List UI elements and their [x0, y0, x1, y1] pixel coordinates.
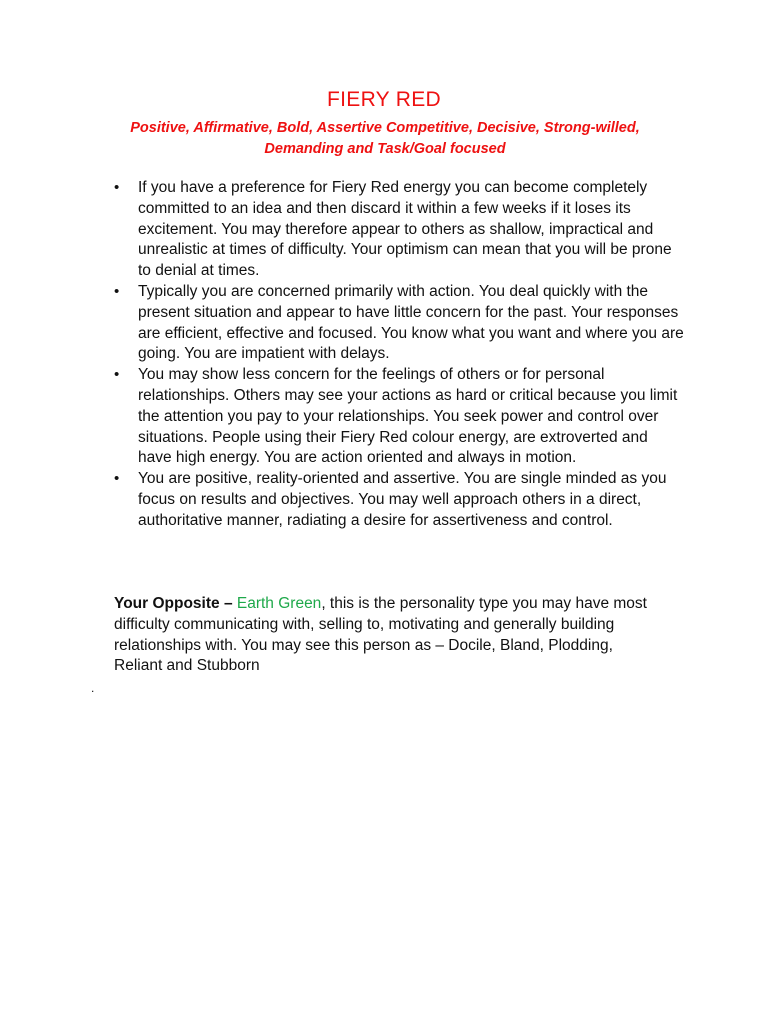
opposite-text: , this is the personality type you may have most difficulty communicating with, selling to, motivating and generally building relationships with. You may see this person as – Docile, Bland, Plodding, Reliant and Stubborn [114, 595, 647, 675]
bullet-item [114, 178, 684, 282]
bullet-icon: • [114, 366, 120, 384]
bullet-text: If you have a preference for Fiery Red energy you can become completely committed to an idea and then discard it within a few weeks if it loses its excitement. You may therefore appear to others as shallow, impractical and unrealistic at times of difficulty. Your optimism can mean that you will be prone to denial at times. [138, 179, 672, 280]
bullet-text: You are positive, reality-oriented and assertive. You are single minded as you focus on results and objectives. You may well approach others in a direct, authoritative manner, radiating a desire for assertiveness and control. [138, 470, 667, 529]
page-subtitle: Positive, Affirmative, Bold, Assertive Competitive, Decisive, Strong-willed, Demanding and Task/Goal focused [130, 120, 640, 157]
stray-mark: . [91, 681, 95, 695]
opposite-color-name: Earth Green [236, 595, 322, 612]
opposite-paragraph [114, 594, 659, 677]
bullet-text: You may show less concern for the feelings of others or for personal relationships. Others may see your actions as hard or critical because you limit the attention you pay to your relationships. You seek power and control over situations. People using their Fiery Red colour energy, are extroverted and have high energy. You are action oriented and always in motion. [138, 366, 678, 467]
bullet-item [114, 469, 684, 531]
bullet-item [114, 282, 684, 365]
opposite-label: Your Opposite – [114, 595, 233, 612]
bullet-item [114, 365, 684, 469]
page-title: FIERY RED [327, 88, 441, 111]
bullet-icon: • [114, 179, 120, 196]
bullet-icon: • [114, 282, 120, 300]
bullet-text: Typically you are concerned primarily with action. You deal quickly with the present situation and appear to have little concern for the past. Your responses are efficient, effective and focused. You know what you want and where you are going. You are impatient with delays. [138, 282, 684, 363]
bullet-list [114, 178, 684, 532]
bullet-icon: • [114, 470, 120, 488]
